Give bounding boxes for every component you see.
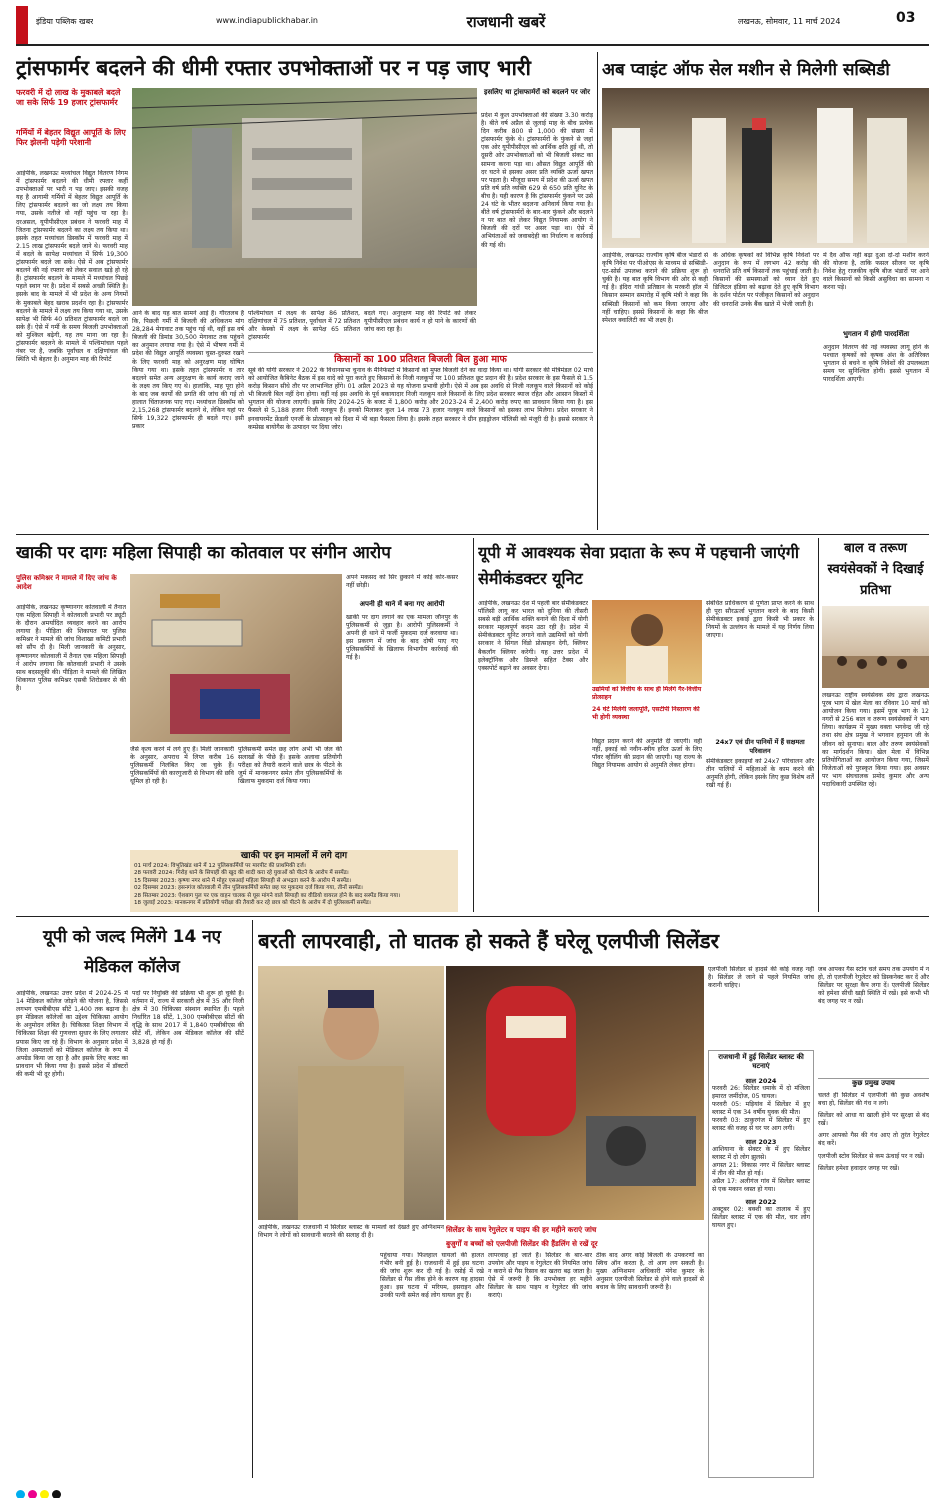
khaki-case-item: 15 दिसम्बर 2023: कृष्णा नगर थाने में मोहुर एसआई महिला सिपाही से अभद्रता करने के आरोप में सस्पेंड। [134,877,352,884]
a1-body-col2: आने के बाद यह बात सामने आई है। गौरतलब है कि, पिछली गर्मी में बिजली की अधिकतम मांग 28,284 मेगावाट तक पहुंच गई थी, वहीं इस वर्ष बिजली की डिमांड 30,500 मेगावाट तक पहुंचने का अनुमान लगाया गया है। ऐसे में भीषण गर्मी में प्रदेश की विद्युत आपूर्ति व्यवस्था चुस्त-दुरुस्त रखने के लिए फरवरी माह को अनुरक्षण माह घोषित किया गया था। इसके तहत ट्रांसफार्मर व तार बदलने समेत अन्य अनुरक्षण के कार्य कराए जाने के लक्ष्य तय किए गए थे। हालांकि, माह पूरा होने के बाद जब कार्यों की प्रगति की जांच की गई तो हालात चिंताजनक पाए गए। मध्यांचल डिस्कॉम को 2,15,268 ट्रांसफार्मर बदलने थे, लेकिन यहां पर सिर्फ 19,322 ट्रांसफार्मर ही बदले गए। इसी प्रकार [132,310,244,431]
a1-side-body: प्रदेश में कुल उपभोक्ताओं की संख्या 3.30 करोड़ है। बीते वर्ष अप्रैल से जुलाई माह के बीच प्रत्येक दिन करीब 800 से 1,000 की संख्या में ट्रांसफार्मर फुंके थे। ट्रांसफार्मरों के फुंकने से जहां एक ओर यूपीपीसीएल को आर्थिक क्षति हुई थी, तो दूसरी ओर उपभोक्ताओं को भी बिजली संकट का सामना करना पड़ा था। औसत विद्युत आपूर्ति की दर घटने से इसका असर प्रति व्यक्ति ऊर्जा खपत पर पड़ता है। मौजूदा समय में प्रदेश की ऊर्जा खपत प्रति वर्ष प्रति व्यक्ति 629 से 650 प्रति यूनिट के बीच है। यही कारण है कि ट्रांसफार्मर फुंकने पर उसे 24 घंटे के भीतर बदलना अनिवार्य किया गया है। बीते वर्ष ट्रांसफार्मरों के बार-बार फुंकने और बदलने न पर बात को लेकर विद्युत नियामक आयोग ने बिजली की दरों पर असर पड़ा था। ऐसे में अभियंताओं को जवाबदेही का निर्धारण व कार्रवाई की गई थी। [481,112,593,249]
yellow-mark [40,1490,49,1498]
masthead [16,6,929,44]
semiconductor-photo-art [592,600,702,684]
a1-body-col1: आईपीके, लखनऊः मध्यांचल विद्युत वितरण निगम में ट्रांसफार्मर बदलने की धीमी रफ्तार कहीं उपभोक्ताओं पर भारी न पड़ जाए। इसकी वजह यह है आगामी गर्मियों में बेहतर विद्युत आपूर्ति के लिए ट्रांसफार्मर बदलने का जो लक्ष्य तय किया गया, उसके नतीजे वो नहीं पहुंच पा रहा है। दरअसल, यूपीपीसीएल प्रबंधन ने फरवरी माह में जितना ट्रांसफार्मर बदलने का लक्ष्य तय किया था। इसके तहत मध्यांचल डिस्कॉम में फरवरी माह में 2.15 लाख ट्रांसफार्मर बदले जाने थे। फरवरी माह में बदले के सापेक्ष मध्यांचल में सिर्फ 19,300 ट्रांसफार्मर बदले जा सके। ऐसे में अब ट्रांसफार्मर बदलने की नई रफ्तार को लेकर सवाल खड़े हो रहे हैं। ट्रांसफार्मर बदलने के मामले में मध्यांचल पिछड़े पहले स्थान पर है। प्रदेश में सबसे अच्छी स्थिति है। इसके बाद के मामले में भी प्रदेश के अन्य निगमों के मुकाबले बेहद खराब प्रदर्शन रहा है। ट्रांसफार्मर बदलने के मामले में लक्ष्य तय किया गया था, उसके सापेक्ष भी सिर्फ 40 प्रतिशत ट्रांसफार्मर बदले जा सके हैं। ऐसे में गर्मी के समय बिजली उपभोक्ताओं को मुश्किल बढ़ेगी, यह तय माना जा रहा है। ट्रांसफार्मर बदलने के मामले में पश्चिमांचल पहले नंबर पर है, जबकि पूर्वांचल व दक्षिणांचल की स्थिति भी बेहतर है। अनुमान माह की रिपोर्ट [16,170,128,364]
blast-item: फरवरी 05: मड़ियांव में सिलेंडर में हुए ब्लास्ट में एक 34 वर्षीय युवक की मौत। [712,1101,810,1117]
a7-side-top: एलपीजी सिलेंडर से हादसे की कोई वजह नहीं है। सिलेंडर ले जाने से पहले नियमित जांच करानी चाहिए। [708,966,814,990]
tip-item: एलपीजी स्टोव सिलेंडर से कम ऊंचाई पर न रखें। [818,1152,925,1160]
a1-headline: ट्रांसफार्मर बदलने की धीमी रफ्तार उपभोक्ताओं पर न पड़ जाए भारी [16,56,531,80]
khaki-case-item: 28 सितम्बर 2023: ऐशबाग पुल पर एक वाहन चालक से घूस मांगने वाले सिपाही का वीडियो वायरल होने के बाद सस्पेंड किया गया। [134,892,401,899]
col-rule-1 [597,52,598,530]
a5-headline: बाल व तरूण स्वयंसेवकों ने दिखाई प्रतिभा [827,541,924,598]
blast-year: साल 2022 [745,1198,777,1207]
header-rule [16,44,929,46]
row-rule-1 [16,534,929,535]
row-rule-2 [16,916,929,917]
page-number: 03 [896,10,916,26]
a1-sub-heading: किसानों का 100 प्रतिशत बिजली बिल हुआ माफ [248,352,593,366]
police-badge-photo-art [130,574,342,742]
a1-side-heading: इसलिए था ट्रांसफार्मरों को बदलने पर जोर [484,88,590,96]
blast-year: साल 2024 [745,1077,777,1085]
a4-body-col2: विद्युत प्रदान करने की अनुमति दी जाएगी। वहीं नहीं, इकाई को नवीन-स्वीय हरित ऊर्जा के लिए पॉवर व्हीलिंग की प्रदान की जाएगी। यह राज्य के विद्युत नियामक आयोग से अनुमति लेकर होगा। [592,738,702,770]
blast-item: अगस्त 21: विकास नगर में सिलेंडर ब्लास्ट में तीन की मौत हो गई। [712,1161,810,1177]
police-badge-photo [130,574,342,742]
blast-year: साल 2023 [745,1137,777,1146]
site-url[interactable]: www.indiapublickhabar.in [216,16,318,25]
blast-item: आशियाना के सेक्टर के में हुए सिलेंडर ब्लास्ट में दो लोग झुलसे। [712,1145,810,1161]
transformer-photo [132,88,477,306]
a4-sub-body: सेमीकंडक्टर इकाइयों को 24x7 परिचालन और तीन पालियों में महिलाओं के काम करने की अनुमति होगी, लेकिन इसके लिए कुछ विशेष शर्तें रखी गई हैं। [706,758,814,790]
a7-headline: बरती लापरवाही, तो घातक हो सकते हैं घरेलू एलपीजी सिलेंडर [258,929,719,953]
a7-body-col2: लापरवाह हो जाते हैं। सिलेंडर के बार-बार उपयोग और पाइप व रेगुलेटर की नियमित जांच न कराने से गैस रिसाव का खतरा बढ़ जाता है। ऐसे में जरूरी है कि उपभोक्ता हर महीने सिलेंडर के साथ पाइप व रेगुलेटर की जांच कराएं। [488,1252,592,1300]
a4-sub-heading: 24x7 एवं ग्रीन पानियों में हैं सक्षमता परिवालन [715,738,805,755]
rss-event-photo [822,606,929,688]
tips-heading: कुछ प्रमुख उपाय [818,1078,929,1090]
col-rule-4 [252,920,253,1478]
a7-bullet-1: सिलेंडर के साथ रेगुलेटर व पाइप की हर महीने कराएं जांच [446,1225,597,1234]
a2-body-col3: में दैव ऑफ नहीं बढ़ा दुआ दो-दो मशीन करने की योजना है, ताकि फसल सीजन पर कृषि निवेश हेतु राजकीय कृषि बीज भंडारों पर आने वाले किसानों को किसी असुविधा का सामना न करना पड़े। [823,252,929,292]
brand-name: इंडिया पब्लिक खबर [36,17,94,26]
a4-body-col3: संबंधित प्राधिकरण से पूर्णता प्राप्त करने के साथ ही पूरा सौरऊर्जा भुगतान करने के बाद किसी सेमीकंडक्टर इकाई द्वारा किसी भी प्रकार के नियमों के उल्लंघन के मामले में यह निर्णय लिया जाएगा। [706,600,814,640]
a6-body-col1: आईपीके, लखनऊः उत्तर प्रदेश में 2024-25 में 14 मेडिकल कॉलेज जोड़ने की योजना है, जिससे लगभग एमबीबीएस सीटें 1,400 तक बढ़ाना है। इन मेडिकल कॉलेजों का उद्देश्य चिकित्सा आयोग के अनुमोदन लंबित है। चिकित्सा शिक्षा विभाग में चिकित्सा शिक्षा की गुणवत्ता सुधार के लिए लगातार प्रयास किए जा रहे हैं। विभाग के अनुसार प्रदेश में जिला अस्पतालों को मेडिकल कॉलेज के रूप में अपग्रेड किया जा रहा है और इसके लिए बजट का प्रावधान भी किया गया है। इससे प्रदेश में डॉक्टरों की कमी भी दूर होगी। [16,990,128,1078]
col-rule-3 [818,538,819,912]
khaki-case-item: 01 मार्च 2024: विभूतिखंड थाने में 12 पुलिसकर्मियों पर मारपीट की प्राथमिकी दर्ज। [134,863,306,869]
khaki-cases-box [130,850,458,912]
a3-body-col2: जैसे कृत्य करने में लगे हुए हैं। मिली जानकारी के अनुसार, अपराध में लिप्त करीब 16 पुलिसकर्मी निलंबित किए जा चुके हैं। पुलिसकर्मियों की कारगुजारी से विभाग की छवि धूमिल हो रही है। [130,746,234,786]
khaki-cases-title: खाकी पर इन मामलों में लगे दाग [240,851,348,861]
cyan-mark [16,1490,25,1498]
a4-bullet-1: उद्यमियों को वित्तीय के साथ ही मिलेंगे गैर-वित्तीय प्रोत्साहन [592,686,702,701]
a7-side-col: जब आपका गैस स्टोव चले समय तक उपयोग में न हो, तो एलपीजी रेगुलेटर को डिस्कनेक्ट कर दें और सिलेंडर पर सुरक्षा कैप लगा दें। एलपीजी सिलेंडर को हमेशा सीधी खड़ी स्थिति में रखें। इसे कभी भी बंद जगह पर न रखें। [818,966,929,1006]
transformer-photo-art [132,88,477,306]
a3-headline: खाकी पर दागः महिला सिपाही का कोतवाल पर संगीन आरोप [16,543,391,563]
khaki-case-item: 02 दिसम्बर 2023: हसनगंज कोतवाली में तीन पुलिसकर्मियों समेत छह पर मुकदमा दर्ज किया गया, तीनों सस्पेंड। [134,885,363,892]
a2-body-col1: आईपीके, लखनऊः राज्यीय कृषि बीज भंडारों से कृषि निवेश पर पीओएस के माध्यम से सब्सिडी-एट-सोर्स उपलब्ध कराने की प्रक्रिया शुरू हो चुकी है। यह बात कृषि विभाग की ओर से कही गई है। इंदिरा गांधी प्रतिष्ठान के मरकरी हॉल में किसान सम्मान समारोह में कृषि मंत्री ने कहा कि सब्सिडी किसानों को कम किया जाएगा और नहीं चाहिए। इससे किसानों के कहा कि बीज स्पेशल क्वालिटी का भी लक्ष्य है। [602,252,708,324]
a2-sub-body: अनुदान वितरण की नई व्यवस्था लागू होने के पश्चात कृषकों को कृषक अंश के अतिरिक्त भुगतान से बचने व कृषि निवेशों की उपलब्धता समय पर सुनिश्चित होगी। इससे भुगतान में पारदर्शिता आएगी। [823,344,929,384]
section-title: राजधानी खबरें [466,13,546,31]
print-register-marks [16,1484,929,1498]
blast-item: अक्टूबर 02: बक्शी का तालाब में हुए सिलेंडर ब्लास्ट में एक की मौत, चार लोग घायल हुए। [712,1206,810,1230]
tip-item: सिलेंडर को आधा या खाली होने पर सुरक्षा से बंद रखें। [818,1112,929,1128]
lpg-cylinder-photo [446,966,704,1220]
khaki-case-item: 28 फरवरी 2024: गिरोह थाने के सिपाही की खुद की शादी करा रहे युवाओं को पीटने के आरोप में सस्पेंड। [134,870,349,877]
tip-item: सिलेंडर हमेशा हवादार जगह पर रखें। [818,1164,900,1172]
a3-body-col3: पुलिसकर्मी समेत छह लोग अभी भी जेल की सलाखों के पीछे हैं। इसके अलावा प्रतियोगी परीक्षा को तैयारी कराने वाले छात्र के पीटने के जुर्म में मानकनगर समेत तीन पुलिसकर्मियों के खिलाफ मुकदमा दर्ज किया गया। [238,746,342,786]
magenta-mark [28,1490,37,1498]
khaki-case-item: 18 जुलाई 2023: मानकनगर में प्रतियोगी परीक्षा की तैयारी कर रहे छात्र को पीटने के आरोप में दो पुलिसकर्मी सस्पेंड। [134,900,371,907]
a3-body-col1: आईपीके, लखनऊः कृष्णानगर कोतवाली में तैनात एक महिला सिपाही ने कोतवाली प्रभारी पर ड्यूटी के दौरान अमर्यादित व्यवहार करने का आरोप लगाया है। पीड़िता की शिकायत पर पुलिस कमिश्नर ने मामले की जांच विशाखा कमिटी प्रभारी को सौंप दी है। मिली जानकारी के अनुसार, कृष्णानगर कोतवाली में तैनात एक महिला सिपाही ने आरोप लगाया कि कोतवाली प्रभारी ने उसके साथ बदसलूकी की। पीड़िता ने मामले की लिखित शिकायत पुलिस कमिश्नर एसबी शिरोडकर से की है। [16,604,126,692]
a3-sub-heading: अपनी ही थाने में बना गए आरोपी [359,600,445,608]
a3-bullet: पुलिस कमिश्नर ने मामले में दिए जांच के आदेश [16,574,117,591]
tip-item: अगर आपको गैस की गंध आए तो तुरंत रेगुलेटर बंद करें। [818,1132,929,1148]
a1-sub-body: सूबे की योगी सरकार ने 2022 के विधानसभा चुनाव के मैनिफेस्टो में किसानों को मुफ्त बिजली देने का वादा किया था। योगी सरकार की मंत्रिमंडल 02 मार्च को आयोजित कैबिनेट बैठक में इस वादे को पूरा करते हुए किसानों के निजी नलकूपों पर 100 प्रतिशत छूट प्रदान की है। प्रदेश सरकार के इस फैसले से 1.5 करोड़ किसान सीधे तौर पर लाभान्वित होंगे। 01 अप्रैल 2023 से यह योजना प्रभावी होगी। ऐसे में अब इस अवधि से निजी नलकूप वाले किसानों को कोई भी बिजली बिल नहीं देना होगा। वहीं नई इस अवधि के पूर्व बकायादार निजी नलकूप वाले किसानों के लिए प्रदेश सरकार ब्याज रहित और आसान किस्तों में भुगतान की योजना लाएगी। इसके लिए 2024-25 के बजट में 1,800 करोड़ और 2023-24 में 2,400 करोड़ रुपए का प्रावधान किया गया है। इस फैसले से 5,188 हजार निजी नलकूप हैं। इनको मिलाकर कुल 14 लाख 73 हजार नलकूप वाले किसानों को इसका लाभ मिलेगा। प्रदेश सरकार ने इनवायरमेंट फ्रेंडली एनर्जी के प्रोत्साहन को दिशा में भी बड़ा फैसला लिया है। इसके तहत सरकार ने ग्रीन हाइड्रोजन पॉलिसी को मंजूरी दी है। इससे सरकार ने कम्प्रेस्ड बायोगैस के उत्पादन पर दिया जोर। [248,367,593,431]
rss-event-photo-art [822,606,929,688]
a4-body-col1: आईपीके, लखनऊः देश में पहली बार सेमीकंडक्टर पॉलिसी लागू कर भारत को दुनिया की तीसरी सबसे बड़ी आर्थिक शक्ति बनाने की दिशा में योगी सरकार महत्वपूर्ण कदम उठा रही है। प्रदेश में सेमीकंडक्टर यूनिट लगाने वाले उद्यमियों को योगी सरकार ने सिंगल विंडो प्रोत्साहन देगी, क्लियर बैकलॉग क्लियर करेगी। यह उत्तर प्रदेश में इलेक्ट्रॉनिक और डिस्प्ले सहित टैक्स और एक्सपोर्ट बढ़ाने का अवसर देगा। [478,600,588,672]
pos-event-photo [602,88,929,248]
a5-body: लखनऊः राष्ट्रीय स्वयंसेवक संघ द्वारा लखनऊ पूरब भाग में खेल मेला का रविवार 10 मार्च को आयोजन किया गया। इसमें पूरब भाग के 12 नगरों से 256 बाल व तरूण स्वयंसेवकों ने भाग लिया। कार्यक्रम में मुख्य वक्ता भगवेन्द्र जी रहे तथा संघ क्षेत्र प्रमुख ने भगवान हनुमान जी के जीवन को सुनाया। बाल और तरुण स्वयंसेवकों का मार्गदर्शन किया। खेल मेला में विभिन्न प्रतियोगिताओं का आयोजन किया गया, जिसमें विजेताओं को पुरस्कृत किया गया। इस अवसर पर भाग संघचालक प्रमोद कुमार और अन्य पदाधिकारी उपस्थित रहे। [822,692,929,789]
blasts-box [708,1050,814,1478]
a1-body-col3: पश्चिमांचल में लक्ष्य के सापेक्ष 86 प्रतिशत, दक्षिणांचल में 75 प्रतिशत, पूर्वांचल में 72 प्रतिशत और केस्को में लक्ष्य के सापेक्ष 65 प्रतिशत ट्रांसफार्मर [248,310,360,342]
blast-item: फरवरी 03: ठाकुरगंज में सिलेंडर में हुए ब्लास्ट की वजह से घर पर आग लगी। [712,1117,810,1133]
a1-bullet-1: फरवरी में दो लाख के मुकाबले बदले जा सके सिर्फ 19 हजार ट्रांसफार्मर [16,88,121,107]
a3-sub-body: खाकी पर दाग लगाने का एक मामला जौनपुर के पुलिसकर्मी से जुड़ा है। आरोपी पुलिसकर्मी ने अपनी ही थाने में फर्जी मुकदमा दर्ज करवाया था। इस प्रकरण में जांच के बाद दोषी पाए गए पुलिसकर्मियों के खिलाफ विभागीय कार्रवाई की गई है। [346,614,458,662]
semiconductor-photo [592,600,702,684]
a2-sub-heading: भुगतान में होगी पारदर्शिता [842,330,910,338]
blasts-heading: राजधानी में हुई सिलेंडर ब्लास्ट की घटनाएं [718,1053,804,1070]
tip-item: चलते ही सिलेंडर में एलपीजी की कुछ अवशेष बचा हो, सिलेंडर की गंध न लगे। [818,1092,929,1108]
a7-caption: आईपीके, लखनऊः राजधानी में सिलेंडर ब्लास्ट के मामलों को देखते हुए अग्निशमन विभाग ने लोगों को सावधानी बरतने की सलाह दी है। [258,1224,444,1240]
pos-event-photo-art [602,88,929,248]
blast-item: फरवरी 26: सिलेंडर धमाके में दो मंजिला इमारत जमींदोज, 05 घायल। [712,1085,810,1101]
a7-bullet-2: बुजुर्गों व बच्चों को एलपीजी सिलेंडर की हैंडलिंग से रखें दूर [446,1239,598,1248]
a7-body-col1: पहुंचाया गया। फिलहाल घायलों की हालत गंभीर बनी हुई है। राजधानी में हुई इस घटना की जांच शुरू कर दी गई है। रसोई में रखे सिलेंडर से गैस लीक होने के कारण यह हादसा हुआ। इस घटना में मरियम, इसराइन और उनकी पत्नी समेत कई लोग घायल हुए हैं। [380,1252,484,1300]
masthead-accent [16,6,28,44]
fire-officer-photo [258,966,444,1220]
black-mark [52,1490,61,1498]
a4-headline: यूपी में आवश्यक सेवा प्रदाता के रूप में पहचानी जाएंगी सेमीकंडक्टर यूनिट [478,543,799,588]
col-rule-2 [473,538,474,912]
a6-body-col2: पदों पर नियुक्ति की प्रक्रिया भी शुरू हो चुकी है। वर्तमान में, राज्य में सरकारी क्षेत्र में 35 और निजी क्षेत्र में 30 चिकित्सा संस्थान स्थापित हैं। पहले निर्धारित 18 सीटें, 1,300 एमबीबीएस सीटों की वृद्धि के साथ 2017 में 1,840 एमबीबीएस की सीटें थीं, लेकिन अब मेडिकल कॉलेज की सीटें 3,828 हो गई हैं। [132,990,244,1046]
a2-headline: अब प्वाइंट ऑफ सेल मशीन से मिलेगी सब्सिडी [602,60,890,80]
blasts-list [709,1076,813,1230]
a4-bullet-2: 24 घंटे मिलेगी जलापूर्ति, एसटीपी निस्तारण की भी होगी व्यवस्था [592,706,700,721]
blast-item: अप्रैल 17: अलीगंज गांव में सिलेंडर ब्लास्ट से एक मकान ध्वस्त हो गया। [712,1177,810,1194]
fire-officer-photo-art [258,966,444,1220]
a6-headline: यूपी को जल्द मिलेंगे 14 नए मेडिकल कॉलेज [42,927,222,977]
a3-body-col4: अपने मकसद को सिर छुकाने में कोई कोर-कसर नहीं छोड़ी। [346,574,458,590]
tips-list [818,1092,929,1478]
a1-body-col4: बदले गए। अनुरक्षण माह की रिपोर्ट को लेकर यूपीपीसीएल प्रबंधन कार्य न हो पाने के कारणों की जांच करा रहा है। [364,310,476,334]
a7-body-col3: ठीक बाद अगर कोई बिजली के उपकरणों का स्विच ऑन करता है, तो आग लग सकती है। मुख्य अग्निशमन अधिकारी मंगेश कुमार के अनुसार एलपीजी सिलेंडर से होने वाले हादसों से बचाव के लिए सावधानी जरूरी है। [596,1252,704,1292]
lpg-cylinder-photo-art [446,966,704,1220]
a1-bullet-2: गर्मियों में बेहतर विद्युत आपूर्ति के लिए फिर झेलनी पड़ेगी परेशानी [16,128,126,147]
a2-body-col2: के अधिक कृषकों को विभिन्न कृषि निवेशों पर अनुदान के रूप में लगभग 42 करोड़ की धनराशि प्रति वर्ष किसानों तक पहुंचाई जाती है। किसानों की समस्याओं को ध्यान देते हुए डिजिटल इंडिया को बढ़ावा देते हुए कृषि विभाग के दर्शन पोर्टल पर पंजीकृत किसानों को अनुदान की धनराशि उनके बैंक खाते में भेजी जाती है। [713,252,819,308]
dateline: लखनऊ, सोमवार, 11 मार्च 2024 [738,17,841,26]
